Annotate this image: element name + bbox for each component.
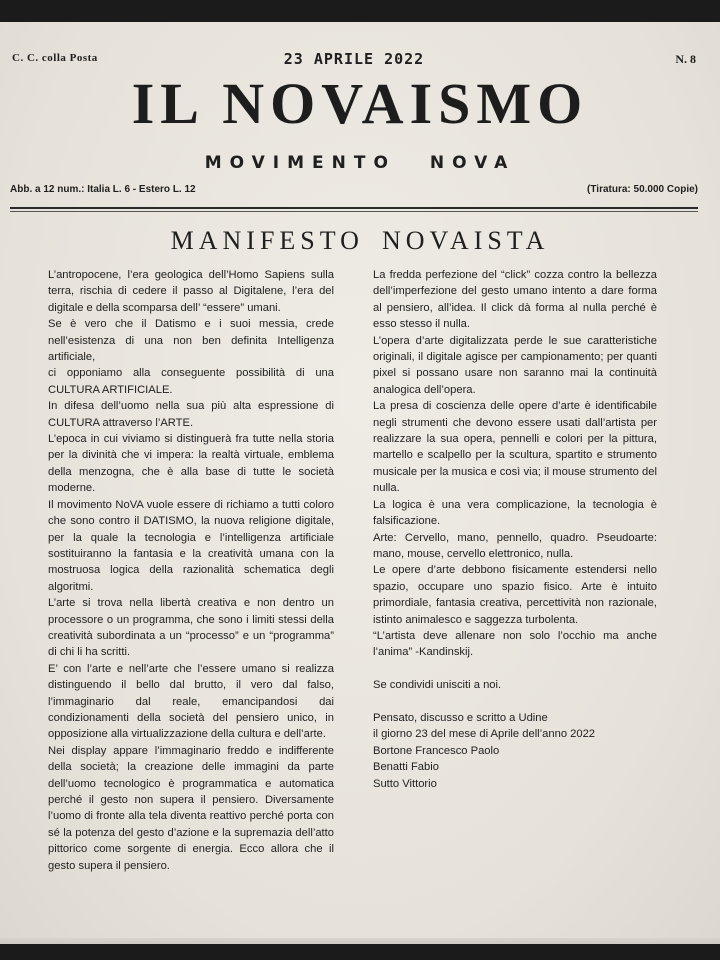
issue-number: N. 8	[675, 52, 696, 66]
paragraph: La logica è una vera complicazione, la tecnologia è falsificazione.	[373, 498, 657, 528]
paragraph: La presa di coscienza delle opere d’arte è identificabile negli strumenti che devono essere usati dall’artista per realizzare la sua opera, pennelli e colori per la pittura, martello e scalpello per la scultura, spartito e strumento musicale per la musica e così via; il mouse strumento del nulla.	[373, 400, 657, 495]
quote-paragraph: “L’artista deve allenare non solo l’occhio ma anche l’anima” -Kandinskij.	[373, 629, 657, 659]
paragraph: L’arte si trova nella libertà creativa e non dentro un processore o un programma, che sono i limiti stessi della creatività subordinata a un “processo” e un “programma” di chi li ha scritti.	[48, 597, 334, 659]
paragraph: Se è vero che il Datismo e i suoi messia, crede nell’esistenza di una non ben definita Intelligenza artificiale,	[48, 318, 334, 364]
paragraph: Le opere d’arte debbono fisicamente estendersi nello spazio, occupare uno spazio fisico. Arte è intuito primordiale, fantasia creativa, percettività non razionale, istinto animalesco e saggezza turbolenta.	[373, 564, 657, 626]
signature-line: Pensato, discusso e scritto a Udine	[373, 711, 548, 724]
title-word-2: NOVAISTA	[381, 226, 550, 255]
title-word-1: MANIFESTO	[170, 226, 364, 255]
paragraph: L’opera d’arte digitalizzata perde le sue caratteristiche originali, il digitale agisce per campionamento; per quanti pixel si possano usare non saranno mai la continuità analogica dell’opera.	[373, 334, 657, 396]
signature-line: il giorno 23 del mese di Aprile dell’anno 2022	[373, 728, 596, 741]
print-run: (Tiratura: 50.000 Copie)	[587, 184, 698, 195]
info-line	[10, 184, 698, 198]
paragraph: Arte: Cervello, mano, pennello, quadro. Pseudoarte: mano, mouse, cervello elettronico, nulla.	[373, 531, 657, 560]
paragraph: L’antropocene, l’era geologica dell’Homo Sapiens sulla terra, rischia di cedere il passo al Digitalene, l’era del digitale e della scomparsa dell’ “essere” umani.	[48, 269, 334, 314]
author-name: Benatti Fabio	[373, 761, 439, 774]
paragraph: In difesa dell’uomo nella sua più alta espressione di CULTURA attraverso l’ARTE.	[48, 400, 334, 429]
masthead-title: IL NOVAISMO	[131, 71, 589, 136]
subtitle-word-2: NOVA	[429, 153, 516, 173]
header-divider-thin	[10, 211, 698, 212]
paragraph: Nei display appare l’immaginario freddo e indifferente della società; la creazione delle immagini da parte dell’uomo tecnologico è programmatica e automatica perché il gesto non supera il pensiero. Diversamente l’uomo di fronte alla tela diventa reattivo perché porta con sé la potenza del gesto d’azione e la supremazia dell’atto pittorico come sorgente di energia. Ecco allora che il gesto supera il pensiero.	[48, 744, 334, 872]
header-divider	[10, 207, 698, 209]
paragraph: ci opponiamo alla conseguente possibilità di una CULTURA ARTIFICIALE.	[48, 367, 334, 396]
postal-note: C. C. colla Posta	[12, 52, 98, 64]
paragraph: E’ con l’arte e nell’arte che l’essere umano si realizza distinguendo il bello dal brutto, il vero dal falso, l’immaginario dal reale, emancipandosi dai condizionamenti della società del pensiero unico, in opposizione alla virtualizzazione della cultura e dell’arte.	[48, 662, 334, 741]
newspaper-page	[0, 22, 720, 944]
author-name: Bortone Francesco Paolo	[373, 744, 500, 757]
paragraph: La fredda perfezione del “click” cozza contro la bellezza dell’imperfezione del gesto umano intento a dare forma al pensiero, all’idea. Il click dà forma al nulla perché è esso stesso il nulla.	[373, 269, 657, 331]
masthead-subtitle	[0, 153, 720, 173]
page-edge	[0, 938, 720, 944]
paragraph: L’epoca in cui viviamo si distinguerà fra tutte nella storia per la divinità che vi impera: la realtà virtuale, emblema della menzogna, che è alla base di tutte le società moderne.	[48, 433, 334, 495]
subtitle-word-1: MOVIMENTO	[204, 153, 396, 173]
subscription-info: Abb. a 12 num.: Italia L. 6 - Estero L. 12	[10, 184, 196, 195]
paragraph: Il movimento NoVA vuole essere di richiamo a tutti coloro che sono contro il DATISMO, la nuova religione digitale, per la quale la tecnologia e l’intelligenza artificiale sostituiranno la fantasia e la creatività umana con la mostruosa logica della razionalità schematica degli algoritmi.	[48, 498, 334, 593]
header-top-line	[12, 52, 696, 68]
left-column	[48, 267, 334, 874]
closing-line: Se condividi unisciti a noi.	[373, 679, 502, 692]
author-name: Sutto Vittorio	[373, 777, 437, 790]
issue-date: 23 APRILE 2022	[283, 50, 425, 68]
right-column	[373, 267, 657, 792]
article-title	[0, 226, 720, 256]
